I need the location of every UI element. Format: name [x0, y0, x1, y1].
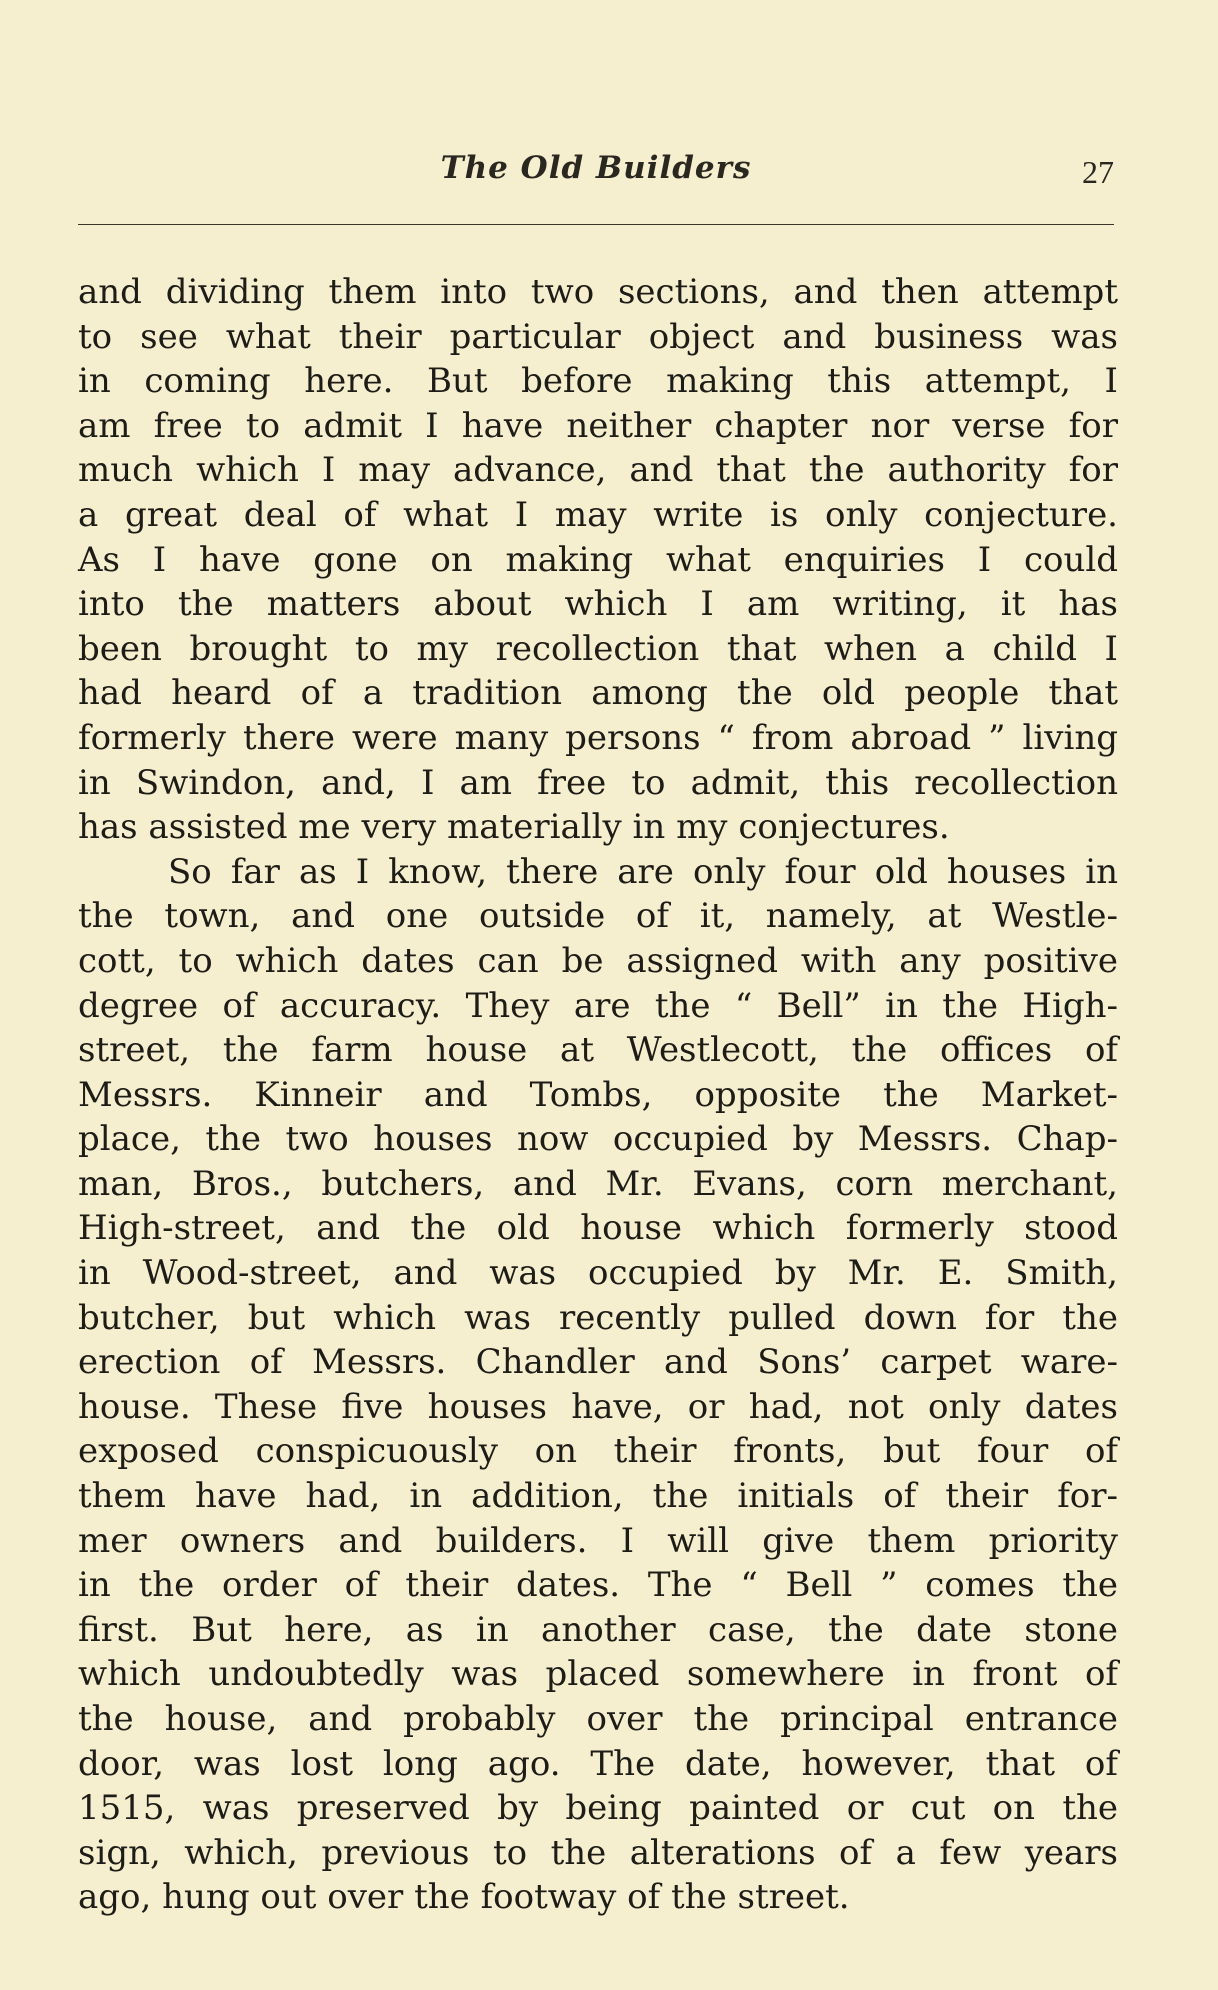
text-line: sign, which, previous to the alterations of a few years	[78, 1832, 1118, 1873]
text-line: in the order of their dates. The “ Bell ” comes the	[78, 1565, 1118, 1606]
text-line: exposed conspicuously on their fronts, but four of	[78, 1431, 1118, 1472]
paragraph-1	[78, 270, 1118, 850]
text-line: them have had, in addition, the initials of their for-	[78, 1476, 1118, 1517]
text-line: place, the two houses now occupied by Messrs. Chap-	[78, 1119, 1118, 1160]
text-line: street, the farm house at Westlecott, the offices of	[78, 1030, 1118, 1071]
text-line: in Wood-street, and was occupied by Mr. E. Smith,	[78, 1253, 1118, 1294]
text-line: house. These five houses have, or had, not only dates	[78, 1386, 1118, 1427]
text-line: cott, to which dates can be assigned with any positive	[78, 940, 1118, 981]
text-line: had heard of a tradition among the old people that	[78, 673, 1118, 714]
text-line: ago, hung out over the footway of the street.	[78, 1877, 850, 1918]
page-number: 27	[1082, 154, 1114, 190]
text-line: As I have gone on making what enquiries I could	[78, 539, 1118, 580]
text-line: erection of Messrs. Chandler and Sons’ carpet ware-	[78, 1342, 1118, 1383]
text-line: to see what their particular object and business was	[78, 316, 1118, 357]
paragraph-2	[78, 850, 1118, 1920]
page-header	[78, 150, 1114, 198]
text-line: the house, and probably over the principal entrance	[78, 1699, 1118, 1739]
text-line: mer owners and builders. I will give them priority	[78, 1520, 1118, 1561]
text-line: and dividing them into two sections, and then attempt	[78, 272, 1118, 312]
text-line: So far as I know, there are only four old houses in	[168, 851, 1118, 892]
text-line: the town, and one outside of it, namely, at Westle-	[78, 896, 1118, 937]
header-rule	[78, 224, 1114, 225]
text-line: degree of accuracy. They are the “ Bell” in the High-	[78, 985, 1118, 1026]
text-line: man, Bros., butchers, and Mr. Evans, corn merchant,	[78, 1163, 1118, 1204]
body-text	[78, 270, 1118, 1920]
text-line: Messrs. Kinneir and Tombs, opposite the Market-	[78, 1074, 1118, 1115]
text-line: High-street, and the old house which formerly stood	[78, 1208, 1118, 1249]
text-line: 1515, was preserved by being painted or cut on the	[78, 1788, 1118, 1829]
text-line: much which I may advance, and that the authority for	[78, 450, 1118, 491]
text-line: first. But here, as in another case, the date stone	[78, 1609, 1118, 1650]
text-line: am free to admit I have neither chapter nor verse for	[78, 405, 1118, 446]
text-line: butcher, but which was recently pulled down for the	[78, 1297, 1118, 1338]
text-line: door, was lost long ago. The date, however, that of	[78, 1743, 1118, 1784]
running-title: The Old Builders	[440, 150, 752, 186]
text-line: has assisted me very materially in my conjectures.	[78, 807, 950, 848]
text-line: been brought to my recollection that when a child I	[78, 628, 1118, 669]
text-line: in Swindon, and, I am free to admit, this recollection	[78, 762, 1118, 803]
text-line: into the matters about which I am writing, it has	[78, 584, 1118, 625]
text-line: which undoubtedly was placed somewhere in front of	[78, 1654, 1118, 1695]
text-line: a great deal of what I may write is only conjecture.	[78, 494, 1118, 535]
text-line: in coming here. But before making this attempt, I	[78, 361, 1118, 402]
text-line: formerly there were many persons “ from abroad ” living	[78, 717, 1118, 758]
